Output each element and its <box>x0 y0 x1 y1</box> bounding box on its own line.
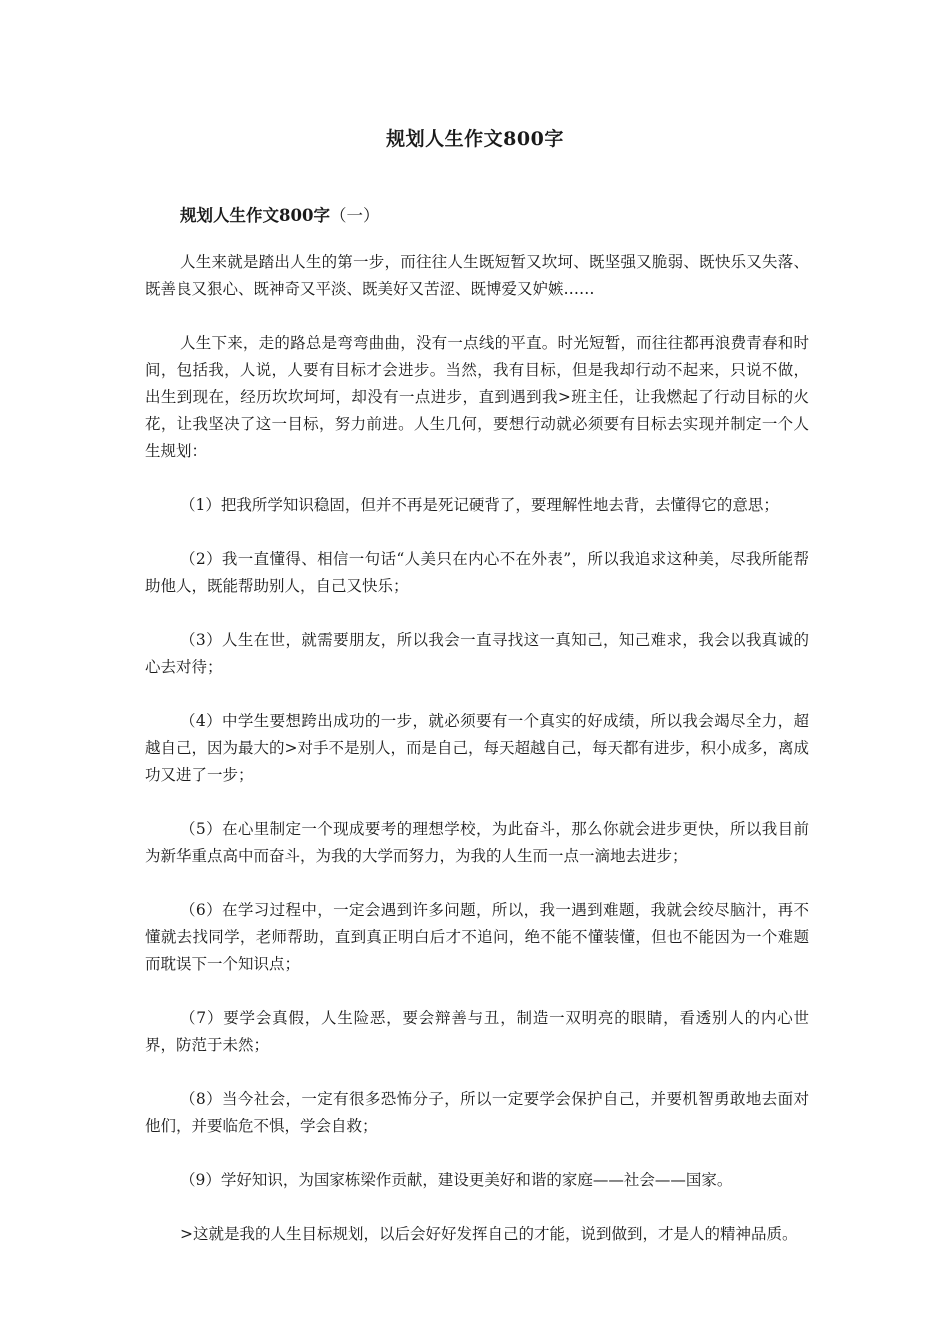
paragraph-intro: 人生来就是踏出人生的第一步，而往往人生既短暂又坎坷、既坚强又脆弱、既快乐又失落、既善良又狠心、既神奇又平淡、既美好又苦涩、既博爱又妒嫉…… <box>145 253 809 298</box>
paragraph-item-3: （3）人生在世，就需要朋友，所以我会一直寻找这一真知己，知己难求，我会以我真诚的心去对待； <box>145 631 809 676</box>
paragraph-item-4: （4）中学生要想跨出成功的一步，就必须要有一个真实的好成绩，所以我会竭尽全力，超越自己，因为最大的>对手不是别人，而是自己，每天超越自己，每天都有进步，积小成多，离成功又进了一步； <box>145 712 809 784</box>
paragraph-item-1: （1）把我所学知识稳固，但并不再是死记硬背了，要理解性地去背，去懂得它的意思； <box>180 496 779 514</box>
document-body <box>145 249 809 1275</box>
paragraph-item-6: （6）在学习过程中，一定会遇到许多问题，所以，我一遇到难题，我就会绞尽脑汁，再不懂就去找同学，老师帮助，直到真正明白后才不追问，绝不能不懂装懂，但也不能因为一个难题而耽误下一个知识点； <box>145 901 809 973</box>
paragraph-item-8: （8）当今社会，一定有很多恐怖分子，所以一定要学会保护自己，并要机智勇敢地去面对他们，并要临危不惧，学会自救； <box>145 1090 809 1135</box>
section-heading-number: （一） <box>329 206 380 225</box>
paragraph-conclusion: >这就是我的人生目标规划，以后会好好发挥自己的才能，说到做到，才是人的精神品质。 <box>180 1225 798 1243</box>
paragraph-background: 人生下来，走的路总是弯弯曲曲，没有一点线的平直。时光短暂，而往往都再浪费青春和时间，包括我，人说，人要有目标才会进步。当然，我有目标，但是我却行动不起来，只说不做，出生到现在，经历坎坎坷坷，却没有一点进步，直到遇到我>班主任，让我燃起了行动目标的火花，让我坚决了这一目标，努力前进。人生几何，要想行动就必须要有目标去实现并制定一个人生规划： <box>145 334 809 460</box>
paragraph-item-5: （5）在心里制定一个现成要考的理想学校，为此奋斗，那么你就会进步更快，所以我目前为新华重点高中而奋斗，为我的大学而努力，为我的人生而一点一滴地去进步； <box>145 820 809 865</box>
section-heading <box>180 202 379 226</box>
document-title: 规划人生作文800字 <box>386 128 564 150</box>
paragraph-item-7: （7）要学会真假，人生险恶，要会辩善与丑，制造一双明亮的眼睛，看透别人的内心世界，防范于未然； <box>145 1009 809 1054</box>
paragraph-item-9: （9）学好知识，为国家栋梁作贡献，建设更美好和谐的家庭——社会——国家。 <box>180 1171 733 1189</box>
paragraph-item-2: （2）我一直懂得、相信一句话“人美只在内心不在外表”，所以我追求这种美，尽我所能帮助他人，既能帮助别人，自己又快乐； <box>145 550 809 595</box>
section-heading-text: 规划人生作文800字 <box>180 206 330 225</box>
